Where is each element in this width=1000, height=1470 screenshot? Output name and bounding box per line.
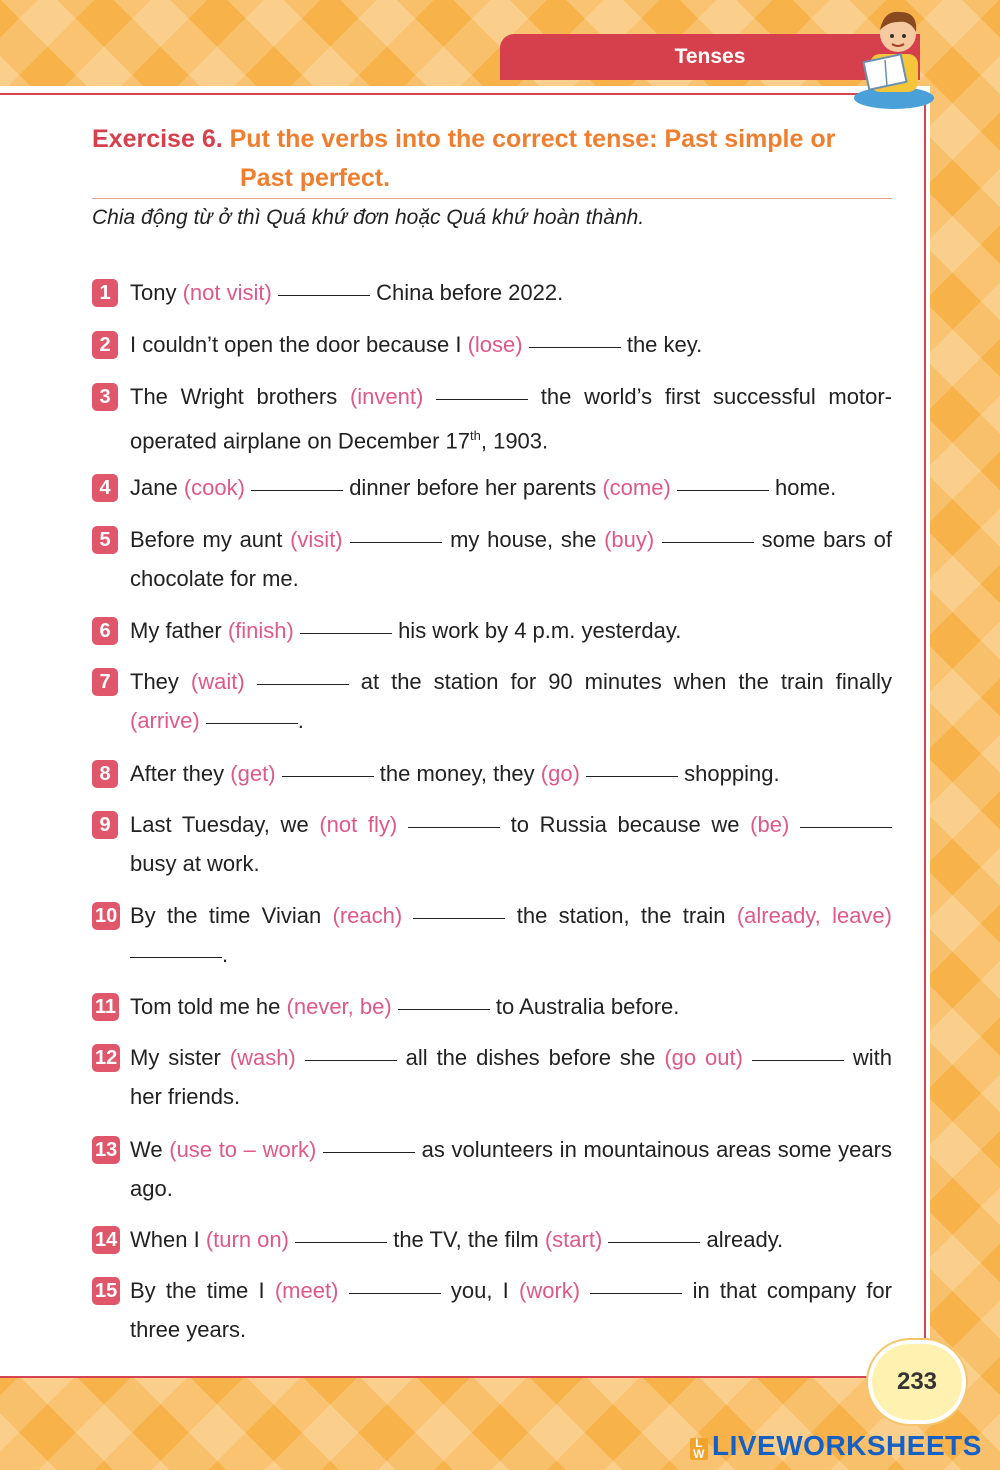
- verb-hint: (come): [602, 475, 671, 500]
- question-text-segment: Jane: [130, 475, 184, 500]
- frame-border-top: [0, 93, 925, 95]
- question-text-segment: Tony: [130, 280, 183, 305]
- question-number-badge: 9: [92, 811, 118, 839]
- answer-blank[interactable]: [590, 1292, 682, 1294]
- answer-blank[interactable]: [295, 1241, 387, 1243]
- verb-hint: (use to – work): [169, 1137, 317, 1162]
- answer-blank[interactable]: [251, 489, 343, 491]
- verb-hint: (go): [540, 761, 580, 786]
- verb-hint: (get): [230, 761, 276, 786]
- question-item: [92, 273, 892, 312]
- question-text-segment: Tom told me he: [130, 994, 287, 1019]
- verb-hint: (arrive): [130, 708, 200, 733]
- verb-hint: (work): [519, 1278, 581, 1303]
- question-text-segment: dinner before her parents: [343, 475, 603, 500]
- question-number-badge: 3: [92, 383, 118, 411]
- verb-hint: (buy): [604, 527, 655, 552]
- question-text-segment: My sister: [130, 1045, 230, 1070]
- question-text: [130, 896, 892, 974]
- answer-blank[interactable]: [257, 683, 349, 685]
- question-item: [92, 1130, 892, 1208]
- question-text: [130, 520, 892, 598]
- question-text-segment: I couldn’t open the door because I: [130, 332, 468, 357]
- verb-hint: (lose): [467, 332, 523, 357]
- question-text: [130, 805, 892, 883]
- question-text-segment: , 1903.: [480, 428, 549, 454]
- question-number-badge: 8: [92, 760, 118, 788]
- verb-hint: (wait): [190, 669, 245, 694]
- question-text-segment: with her friends.: [130, 1045, 892, 1109]
- question-text-segment: you, I: [440, 1278, 519, 1303]
- question-item: [92, 1271, 892, 1349]
- exercise-title-line2: Past perfect.: [240, 164, 391, 192]
- page-number-badge: [868, 1340, 966, 1424]
- question-text: [130, 1271, 892, 1349]
- question-text-segment: China before 2022.: [369, 280, 564, 305]
- verb-hint: (start): [544, 1227, 603, 1252]
- answer-blank[interactable]: [323, 1151, 415, 1153]
- question-text-segment: as volunteers in mountainous areas some years ago.: [130, 1137, 892, 1201]
- exercise-label: Exercise 6.: [92, 125, 223, 153]
- question-text-segment: the station, the train: [505, 903, 737, 928]
- question-item: [92, 325, 892, 364]
- question-number-badge: 13: [92, 1136, 120, 1164]
- liveworksheets-watermark: [690, 1430, 982, 1462]
- exercise-subtitle: Chia động từ ở thì Quá khứ đơn hoặc Quá khứ hoàn thành.: [92, 206, 645, 229]
- question-text-segment: the key.: [620, 332, 703, 357]
- question-text: [130, 1220, 892, 1259]
- question-text: [130, 754, 892, 793]
- question-number-badge: 11: [92, 993, 119, 1021]
- answer-blank[interactable]: [350, 541, 442, 543]
- question-text: [130, 377, 892, 460]
- reading-boy-icon: [848, 2, 940, 110]
- question-item: [92, 896, 892, 974]
- question-text-segment: .: [297, 708, 304, 733]
- answer-blank[interactable]: [413, 917, 505, 919]
- ordinal-suffix: th: [470, 428, 481, 443]
- verb-hint: (wash): [229, 1045, 296, 1070]
- question-text: [130, 662, 892, 740]
- question-text: [130, 273, 892, 312]
- question-text-segment: home.: [768, 475, 837, 500]
- question-text-segment: By the time I: [130, 1278, 275, 1303]
- answer-blank[interactable]: [305, 1059, 397, 1061]
- answer-blank[interactable]: [282, 775, 374, 777]
- verb-hint: (reach): [332, 903, 403, 928]
- question-text-segment: to Australia before.: [489, 994, 680, 1019]
- question-item: [92, 662, 892, 740]
- verb-hint: (not fly): [319, 812, 398, 837]
- question-item: [92, 754, 892, 793]
- exercise-header: [92, 120, 892, 198]
- page-number: 233: [896, 1368, 938, 1395]
- question-number-badge: 2: [92, 331, 118, 359]
- question-text: [130, 1130, 892, 1208]
- question-text: [130, 325, 892, 364]
- question-item: [92, 1038, 892, 1116]
- question-number-badge: 14: [92, 1226, 120, 1254]
- verb-hint: (cook): [183, 475, 245, 500]
- verb-hint: (invent): [349, 384, 424, 409]
- question-number-badge: 4: [92, 474, 118, 502]
- question-text-segment: .: [222, 942, 229, 967]
- verb-hint: (finish): [227, 618, 294, 643]
- verb-hint: (meet): [274, 1278, 339, 1303]
- question-item: [92, 1220, 892, 1259]
- question-number-badge: 1: [92, 279, 118, 307]
- question-text: [130, 611, 892, 650]
- watermark-text: LIVEWORKSHEETS: [712, 1430, 982, 1461]
- answer-blank[interactable]: [130, 956, 222, 958]
- exercise-title-line1: Put the verbs into the correct tense: Past simple or: [229, 125, 836, 153]
- verb-hint: (not visit): [182, 280, 272, 305]
- question-item: [92, 377, 892, 460]
- question-item: [92, 520, 892, 598]
- question-text-segment: When I: [130, 1227, 206, 1252]
- question-text-segment: at the station for 90 minutes when the train finally: [348, 669, 892, 694]
- question-text: [130, 1038, 892, 1116]
- question-text: [130, 987, 892, 1026]
- question-text-segment: After they: [130, 761, 231, 786]
- question-item: [92, 805, 892, 883]
- verb-hint: (visit): [290, 527, 343, 552]
- frame-border-right: [924, 93, 926, 1377]
- verb-hint: (go out): [664, 1045, 743, 1070]
- answer-blank[interactable]: [752, 1059, 844, 1061]
- question-item: [92, 987, 892, 1026]
- answer-blank[interactable]: [677, 489, 769, 491]
- answer-blank[interactable]: [608, 1241, 700, 1243]
- answer-blank[interactable]: [436, 398, 528, 400]
- question-text-segment: some bars of chocolate for me.: [130, 527, 892, 591]
- verb-hint: (be): [750, 812, 790, 837]
- question-item: [92, 468, 892, 507]
- question-item: [92, 611, 892, 650]
- question-number-badge: 15: [92, 1277, 120, 1305]
- question-text-segment: the TV, the film: [387, 1227, 545, 1252]
- section-tab-label: Tenses: [674, 45, 746, 68]
- verb-hint: (already, leave): [736, 903, 892, 928]
- question-text-segment: We: [130, 1137, 170, 1162]
- question-text-segment: They: [130, 669, 191, 694]
- question-text-segment: my house, she: [442, 527, 605, 552]
- question-number-badge: 7: [92, 668, 118, 696]
- question-text-segment: My father: [130, 618, 228, 643]
- question-number-badge: 12: [92, 1044, 120, 1072]
- question-number-badge: 10: [92, 902, 120, 930]
- question-number-badge: 5: [92, 526, 118, 554]
- answer-blank[interactable]: [662, 541, 754, 543]
- answer-blank[interactable]: [206, 722, 298, 724]
- question-text: [130, 468, 892, 507]
- question-text-segment: to Russia because we: [499, 812, 751, 837]
- verb-hint: (never, be): [286, 994, 392, 1019]
- header-divider: [92, 198, 892, 199]
- answer-blank[interactable]: [529, 346, 621, 348]
- question-text-segment: already.: [700, 1227, 784, 1252]
- question-text-segment: in that company for three years.: [130, 1278, 892, 1342]
- liveworksheets-logo-icon: L W: [690, 1438, 708, 1460]
- answer-blank[interactable]: [800, 826, 892, 828]
- answer-blank[interactable]: [278, 294, 370, 296]
- question-text-segment: all the dishes before she: [396, 1045, 665, 1070]
- question-text-segment: Before my aunt: [130, 527, 291, 552]
- question-text-segment: the world’s first successful motor-operated airplane on December 17: [130, 384, 892, 454]
- answer-blank[interactable]: [349, 1292, 441, 1294]
- question-text-segment: busy at work.: [130, 851, 260, 876]
- answer-blank[interactable]: [300, 632, 392, 634]
- answer-blank[interactable]: [586, 775, 678, 777]
- question-text-segment: his work by 4 p.m. yesterday.: [391, 618, 682, 643]
- question-number-badge: 6: [92, 617, 118, 645]
- question-text-segment: Last Tuesday, we: [130, 812, 320, 837]
- question-text-segment: The Wright brothers: [130, 384, 350, 409]
- verb-hint: (turn on): [205, 1227, 289, 1252]
- answer-blank[interactable]: [398, 1008, 490, 1010]
- question-text-segment: By the time Vivian: [130, 903, 333, 928]
- question-text-segment: the money, they: [373, 761, 541, 786]
- question-text-segment: shopping.: [678, 761, 780, 786]
- frame-border-bottom: [0, 1376, 926, 1378]
- answer-blank[interactable]: [408, 826, 500, 828]
